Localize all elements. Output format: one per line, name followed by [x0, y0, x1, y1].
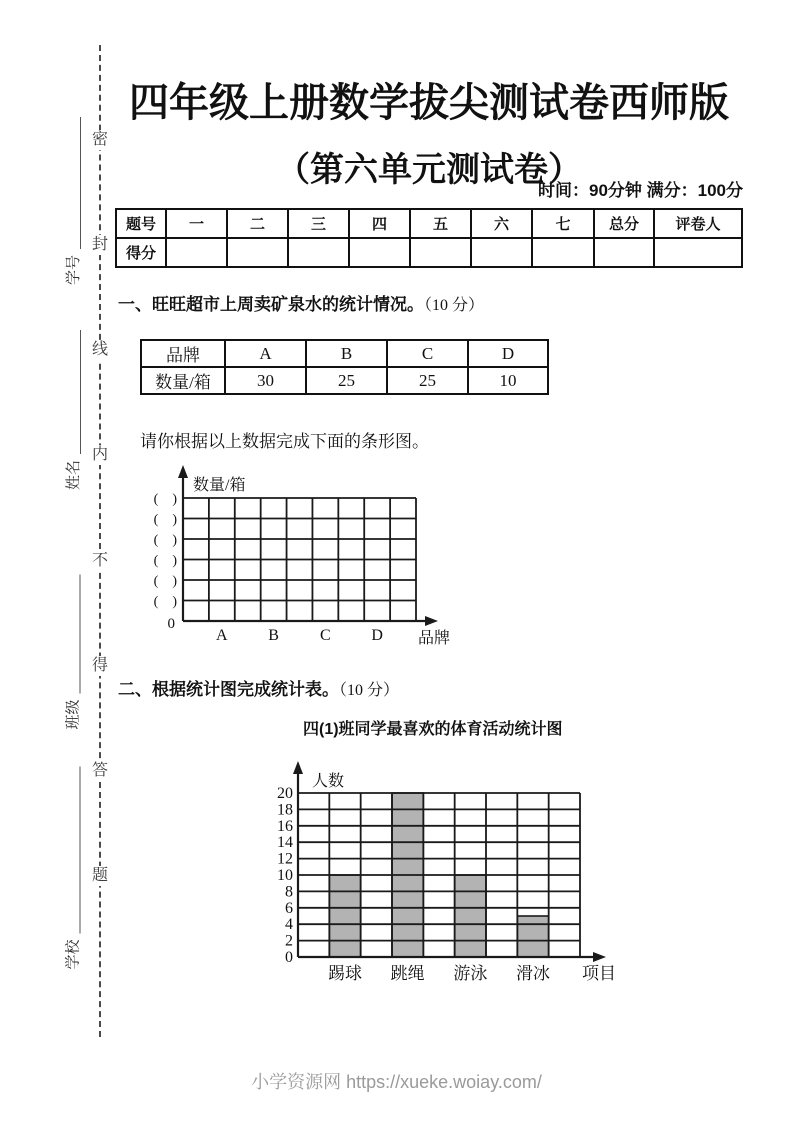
svg-text:游泳: 游泳: [453, 964, 488, 983]
score-table: [115, 208, 743, 268]
svg-text:0: 0: [167, 616, 175, 632]
score-header-cell: 四: [349, 209, 410, 238]
svg-text:D: D: [371, 627, 383, 644]
svg-text:12: 12: [277, 850, 293, 868]
score-header-cell: 题号: [116, 209, 166, 238]
section2-heading: [118, 675, 399, 700]
seal-text-column: [90, 130, 110, 886]
score-empty-cell: [166, 238, 227, 267]
seal-char: 封: [91, 236, 108, 254]
score-value-row: [116, 238, 742, 267]
svg-text:4: 4: [285, 916, 293, 934]
blank-bar-chart-grid: [130, 462, 470, 667]
activity-chart-title: 四(1)班同学最喜欢的体育活动统计图: [303, 721, 563, 738]
score-header-cell: 五: [410, 209, 471, 238]
svg-text:滑冰: 滑冰: [516, 964, 550, 983]
margin-label-text: 学号: [66, 254, 82, 285]
brand-cell: 30: [225, 367, 306, 394]
margin-label-text: 姓名: [66, 459, 82, 490]
svg-text:人数: 人数: [312, 773, 345, 790]
svg-text:踢球: 踢球: [328, 964, 362, 983]
section2-heading-text: 二、根据统计图完成统计表。: [118, 680, 339, 699]
score-empty-cell: [349, 238, 410, 267]
brand-table: [140, 339, 549, 395]
brand-cell: 10: [468, 367, 548, 394]
brand-cell: D: [468, 340, 548, 367]
margin-label-student-id: [61, 117, 83, 285]
svg-text:( ): ( ): [153, 492, 177, 507]
score-empty-cell: [594, 238, 654, 267]
seal-char: 得: [91, 656, 108, 674]
exam-info: 时间：90分钟 满分：100分: [538, 181, 743, 200]
score-empty-cell: [471, 238, 532, 267]
seal-char: 答: [91, 761, 108, 779]
blank-write-in-line: [79, 767, 81, 934]
svg-text:18: 18: [277, 801, 293, 819]
brand-quantity-row: [141, 367, 548, 394]
score-header-cell: 六: [471, 209, 532, 238]
svg-text:A: A: [216, 627, 228, 644]
svg-text:C: C: [320, 627, 331, 644]
score-header-cell: 一: [166, 209, 227, 238]
svg-text:品牌: 品牌: [418, 630, 451, 647]
blank-write-in-line: [79, 330, 81, 454]
margin-label-text: 班级: [65, 699, 82, 730]
score-header-cell: 三: [288, 209, 349, 238]
brand-cell: A: [225, 340, 306, 367]
svg-text:B: B: [268, 627, 279, 644]
seal-char: 密: [91, 131, 108, 148]
score-empty-cell: [654, 238, 742, 267]
svg-text:20: 20: [277, 785, 293, 802]
score-header-cell: 二: [227, 209, 288, 238]
svg-text:2: 2: [285, 932, 293, 950]
score-header-row: [116, 209, 742, 238]
svg-text:项目: 项目: [582, 964, 616, 983]
svg-text:0: 0: [285, 949, 293, 966]
brand-cell: 品牌: [141, 340, 225, 367]
section1-heading: [118, 290, 484, 315]
margin-label-name: [61, 330, 83, 490]
margin-label-school: [61, 767, 83, 970]
brand-cell: B: [306, 340, 387, 367]
margin-label-class: [61, 575, 83, 730]
brand-cell: 25: [387, 367, 468, 394]
page-title: 四年级上册数学拔尖测试卷西师版: [129, 80, 729, 125]
score-row-label: 得分: [116, 238, 166, 267]
svg-text:( ): ( ): [153, 553, 177, 569]
margin-label-text: 学校: [65, 939, 82, 970]
svg-text:( ): ( ): [153, 594, 177, 610]
svg-text:8: 8: [285, 883, 293, 901]
section1-score: （10 分）: [424, 297, 485, 314]
seal-char: 题: [91, 866, 108, 884]
svg-text:14: 14: [277, 834, 293, 852]
score-header-cell: 评卷人: [654, 209, 742, 238]
svg-text:( ): ( ): [153, 533, 177, 548]
score-empty-cell: [532, 238, 594, 267]
brand-cell: 25: [306, 367, 387, 394]
svg-text:数量/箱: 数量/箱: [193, 477, 246, 494]
blank-write-in-line: [79, 117, 81, 249]
svg-text:6: 6: [285, 899, 293, 917]
page-subtitle: （第六单元测试卷）: [276, 151, 582, 190]
score-empty-cell: [410, 238, 471, 267]
score-empty-cell: [288, 238, 349, 267]
section2-score: （10 分）: [339, 682, 400, 699]
seal-char: 线: [91, 341, 108, 359]
activity-bar-chart: [268, 752, 618, 999]
svg-text:( ): ( ): [153, 512, 177, 528]
score-header-cell: 总分: [594, 209, 654, 238]
section1-heading-text: 一、旺旺超市上周卖矿泉水的统计情况。: [118, 295, 424, 314]
instruction-text: 请你根据以上数据完成下面的条形图。: [140, 432, 429, 451]
brand-cell: C: [387, 340, 468, 367]
score-empty-cell: [227, 238, 288, 267]
seal-char: 不: [91, 551, 108, 569]
page-footer: 小学资源网 https://xueke.woiay.com/: [251, 1072, 542, 1092]
score-header-cell: 七: [532, 209, 594, 238]
svg-text:16: 16: [277, 817, 293, 835]
svg-text:跳绳: 跳绳: [390, 964, 425, 983]
svg-text:( ): ( ): [153, 574, 177, 589]
svg-text:10: 10: [277, 867, 293, 884]
seal-char: 内: [91, 446, 108, 464]
brand-header-row: [141, 340, 548, 367]
blank-write-in-line: [79, 575, 81, 694]
brand-cell: 数量/箱: [141, 367, 225, 394]
